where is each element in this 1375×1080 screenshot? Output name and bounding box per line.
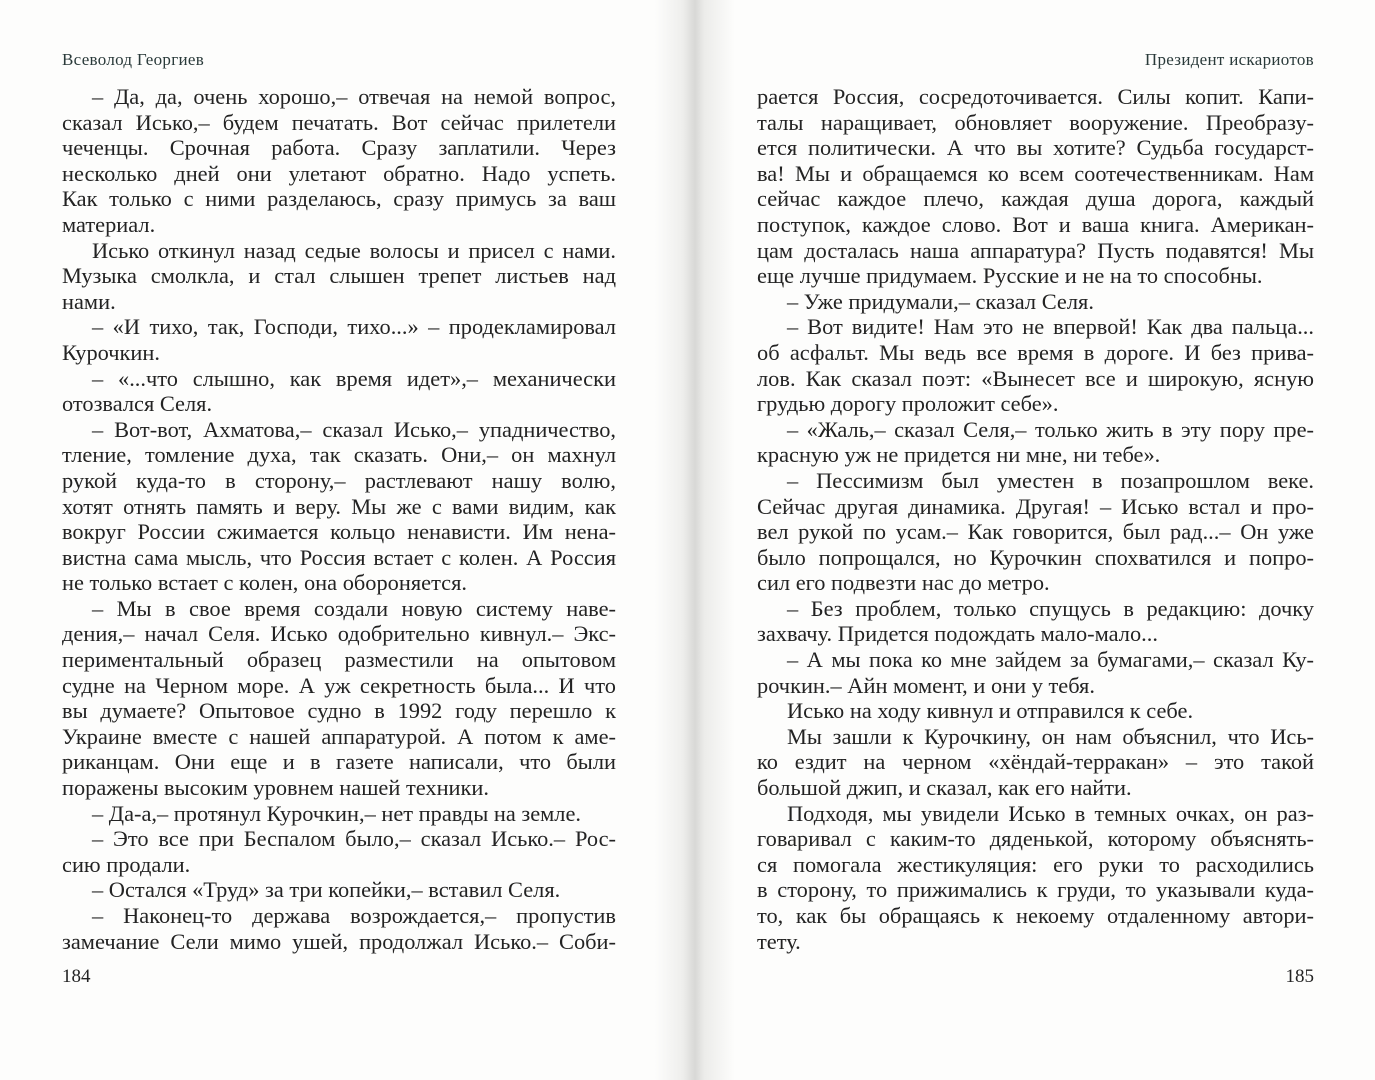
text-line: – Это все при Беспалом было,– сказал Исько.– Рос- (92, 826, 616, 852)
text-line: – Вот видите! Нам это не впервой! Как два пальца... (787, 314, 1314, 340)
text-line: – Мы в свое время создали новую систему наве- (92, 595, 616, 621)
text-line: красную уж не придется ни мне, ни тебе». (757, 442, 1161, 468)
text-line: вокруг России сжимается кольцо ненависти. Им нена- (62, 519, 616, 545)
text-line: рочкин.– Айн момент, и они у тебя. (757, 672, 1095, 698)
text-line: замечание Сели мимо ушей, продолжал Исько.– Соби- (62, 928, 616, 954)
text-line: лов. Как сказал поэт: «Вынесет все и широкую, ясную (757, 365, 1314, 391)
text-line: тление, томление духа, так сказать. Они,– он махнул (62, 442, 616, 468)
text-line: – «...что слышно, как время идет»,– механически (92, 365, 616, 391)
text-line: говаривал с каким-то дяденькой, которому объяснять- (757, 826, 1314, 852)
text-line: сейчас каждое плечо, каждая душа дорога, каждый (757, 186, 1314, 212)
text-line: вистна сама мысль, что Россия встает с колен. А Россия (62, 544, 616, 570)
right-page (757, 0, 1314, 1080)
text-line: ва! Мы и обращаемся ко всем соотечественникам. Нам (757, 160, 1314, 186)
text-line: Украине вместе с нашей аппаратурой. А потом к аме- (62, 723, 616, 749)
text-line: Подходя, мы увидели Исько в темных очках, он раз- (787, 800, 1314, 826)
left-page (62, 0, 616, 1080)
text-line: еще лучше придумаем. Русские и не на то способны. (757, 263, 1263, 289)
text-line: Сейчас другая динамика. Другая! – Исько встал и про- (757, 493, 1314, 519)
text-line: нами. (62, 288, 116, 314)
text-line: Исько откинул назад седые волосы и присел с нами. (92, 237, 616, 263)
page-number: 185 (1285, 966, 1314, 987)
text-line: вы думаете? Опытовое судно в 1992 году перешло к (62, 698, 616, 724)
text-line: судне на Черном море. А уж секретность была... И что (62, 672, 616, 698)
text-line: Исько на ходу кивнул и отправился к себе. (787, 698, 1194, 724)
text-line: цам досталась наша аппаратура? Пусть подавятся! Мы (757, 237, 1314, 263)
text-line: – Да-а,– протянул Курочкин,– нет правды на земле. (92, 800, 582, 826)
text-line: Музыка смолкла, и стал слышен трепет листьев над (62, 263, 616, 289)
text-line: несколько дней они улетают обратно. Надо успеть. (62, 160, 616, 186)
text-line: – Остался «Труд» за три копейки,– вставил Селя. (92, 877, 561, 903)
text-line: то, как бы обращаясь к некоему отдаленному автори- (757, 903, 1314, 928)
text-line: – «Жаль,– сказал Селя,– только жить в эту пору пре- (787, 416, 1314, 442)
text-line: сию продали. (62, 851, 191, 877)
text-line: захвачу. Придется подождать мало-мало... (757, 621, 1158, 647)
page-number: 184 (62, 966, 91, 987)
text-line: – «И тихо, так, Господи, тихо...» – продекламировал (92, 314, 616, 340)
running-header-author: Всеволод Георгиев (62, 50, 205, 69)
text-line: ется политически. А что вы хотите? Судьба государст- (757, 135, 1314, 161)
text-line: Как только с ними разделаюсь, сразу примусь за ваш (62, 186, 616, 212)
text-line: хотят отнять память и веру. Мы же с вами видим, как (62, 493, 616, 519)
page-body (62, 84, 616, 954)
text-line: дения,– начал Селя. Исько одобрительно кивнул.– Экс- (62, 621, 616, 647)
text-line: – А мы пока ко мне зайдем за бумагами,– сказал Ку- (787, 647, 1314, 673)
text-line: тету. (757, 928, 801, 954)
text-line: большой джип, и сказал, как его найти. (757, 775, 1132, 801)
page-body (757, 84, 1314, 954)
text-line: было попрощался, но Курочкин спохватился и попро- (757, 544, 1314, 570)
text-line: рукой куда-то в сторону,– растлевают нашу волю, (62, 467, 616, 493)
text-line: – Вот-вот, Ахматова,– сказал Исько,– упадничество, (92, 416, 616, 442)
text-line: – Наконец-то держава возрождается,– пропустив (92, 903, 616, 928)
text-line: рается Россия, сосредоточивается. Силы копит. Капи- (757, 84, 1314, 109)
text-line: – Уже придумали,– сказал Селя. (787, 288, 1094, 314)
text-line: риканцам. Они еще и в газете написали, что были (62, 749, 616, 775)
text-line: – Пессимизм был уместен в позапрошлом веке. (787, 467, 1314, 493)
running-header-title: Президент искариотов (1144, 50, 1314, 69)
text-line: ко ездит на черном «хёндай-терракан» – это такой (757, 749, 1314, 775)
text-line: Мы зашли к Курочкину, он нам объяснил, что Ись- (787, 723, 1314, 749)
text-line: чеченцы. Срочная работа. Сразу заплатили. Через (62, 135, 616, 161)
text-line: грудью дорогу проложит себе». (757, 391, 1059, 417)
text-line: поступок, каждое слово. Вот и ваша книга. Американ- (757, 211, 1314, 237)
text-line: не только встает с колен, она обороняется. (62, 570, 467, 596)
text-line: сказал Исько,– будем печатать. Вот сейчас прилетели (62, 109, 616, 135)
text-line: вел рукой по усам.– Как говорится, был рад...– Он уже (757, 519, 1314, 545)
text-line: сил его подвезти нас до метро. (757, 570, 1050, 596)
text-line: – Без проблем, только спущусь в редакцию: дочку (787, 595, 1314, 621)
text-line: талы наращивает, обновляет вооружение. Преобразу- (757, 109, 1314, 135)
book-spine-fold (655, 0, 735, 1080)
text-line: периментальный образец разместили на опытовом (62, 647, 616, 673)
text-line: отозвался Селя. (62, 391, 213, 417)
text-line: Курочкин. (62, 339, 160, 365)
text-line: поражены высоким уровнем нашей техники. (62, 775, 489, 801)
text-line: материал. (62, 211, 156, 237)
text-line: в сторону, то прижимались к груди, то указывали куда- (757, 877, 1314, 903)
text-line: ся помогала жестикуляция: его руки то расходились (757, 851, 1314, 877)
text-line: об асфальт. Мы ведь все время в дороге. И без прива- (757, 339, 1314, 365)
text-line: – Да, да, очень хорошо,– отвечая на немой вопрос, (92, 84, 616, 109)
